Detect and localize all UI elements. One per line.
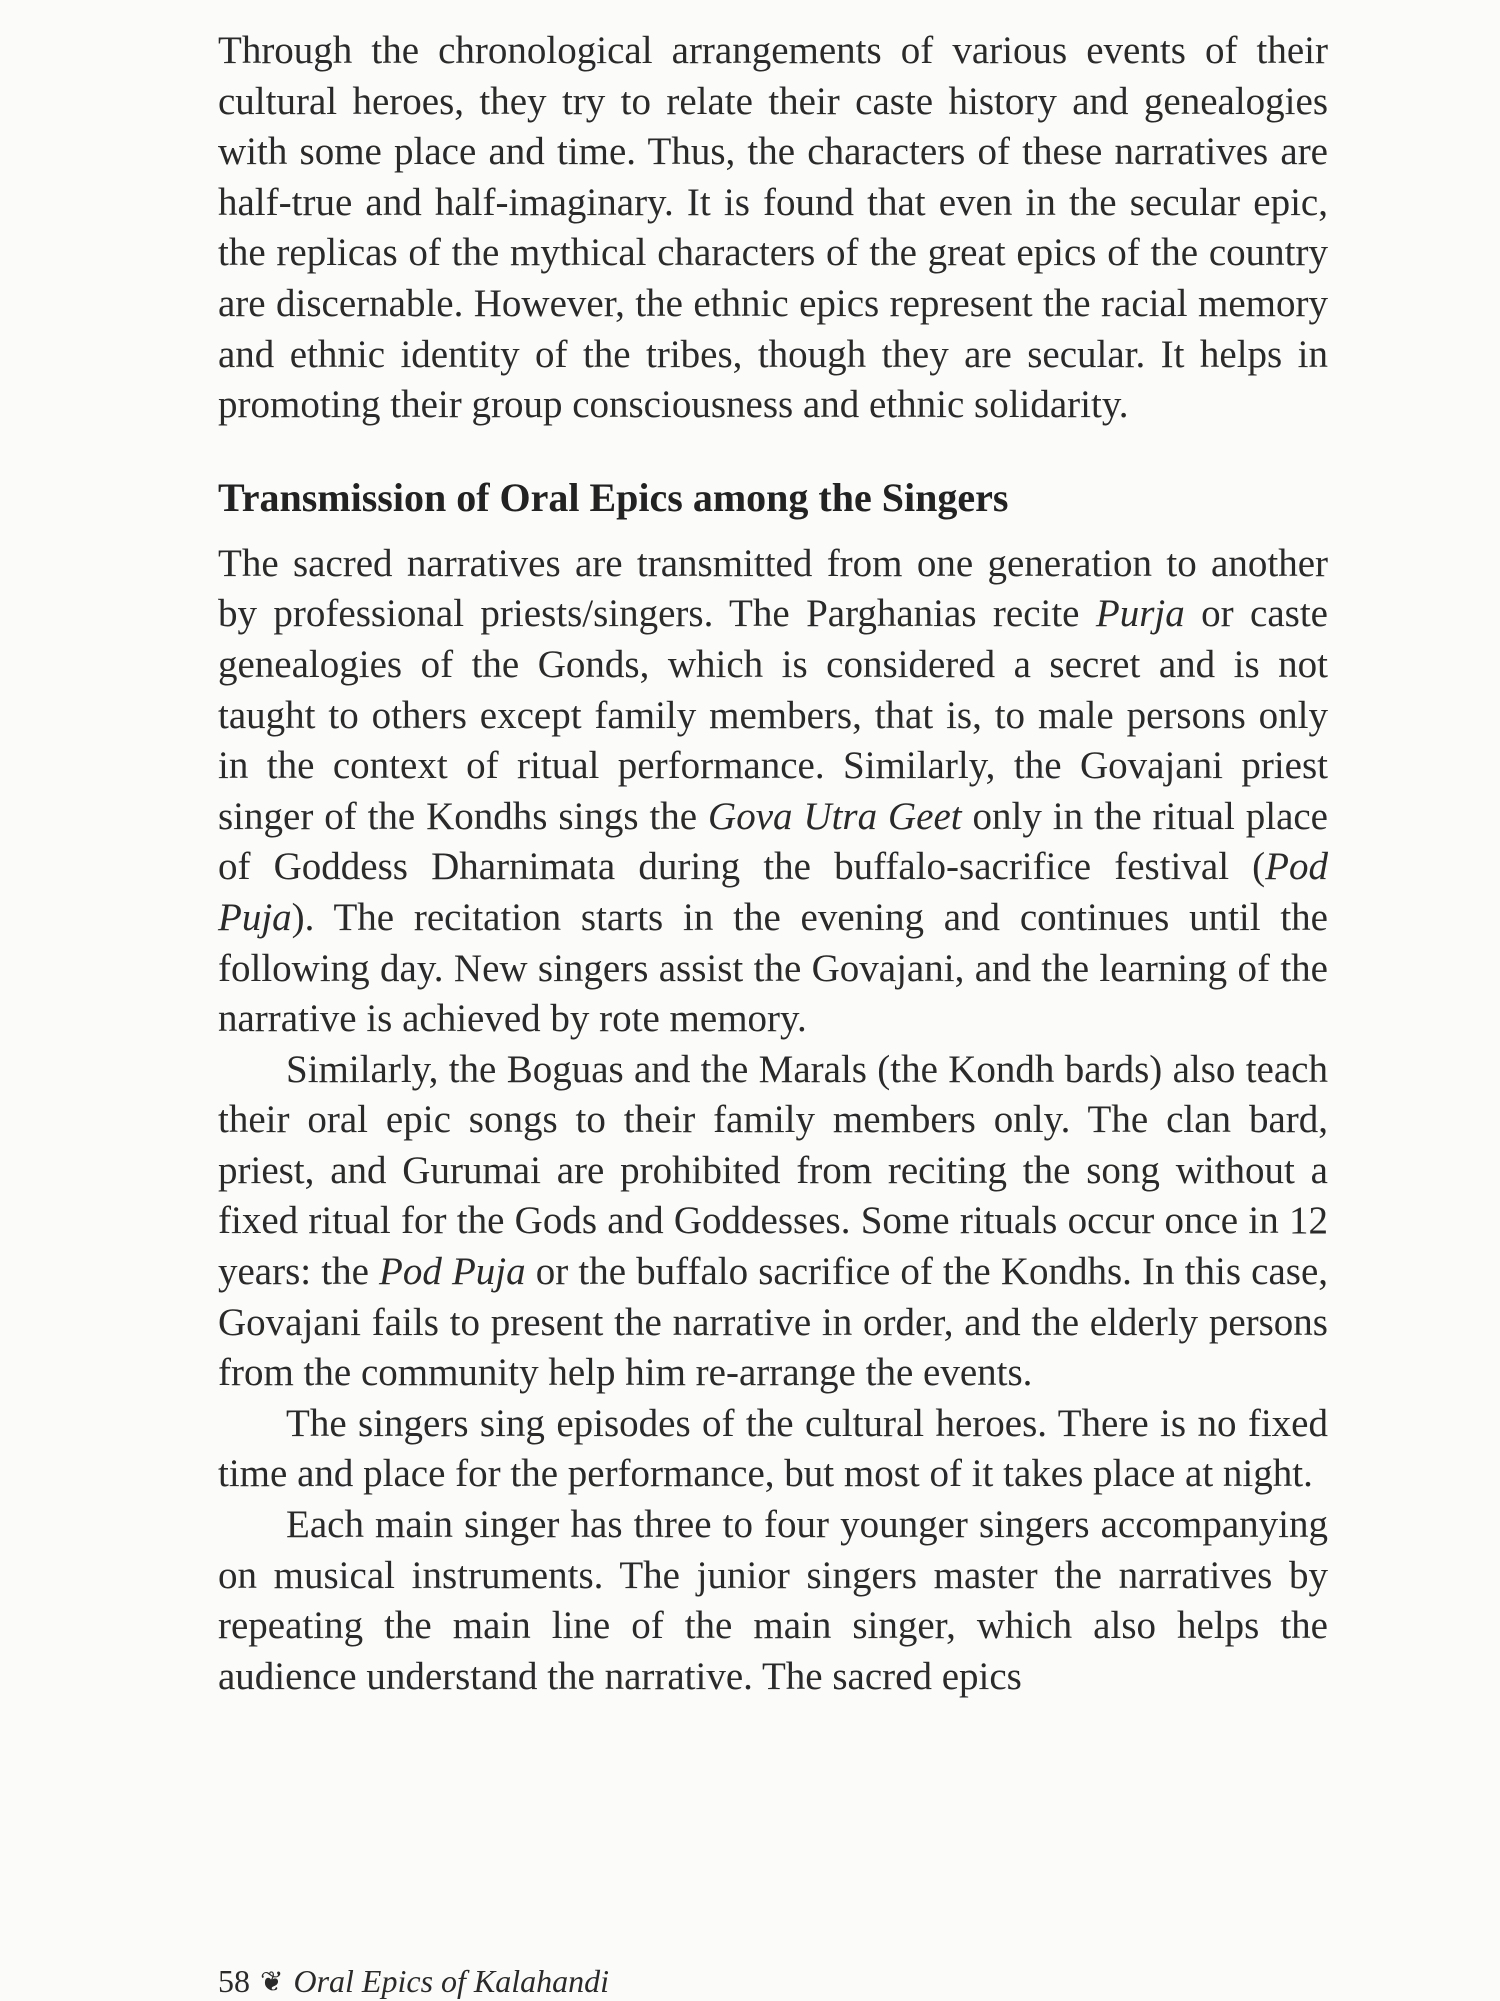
text-run: only in the ritual place of Goddess Dharnimata during the buffalo-sacrifice festival (: [218, 794, 1328, 889]
text-run: Similarly, the Boguas and the Marals (the Kondh bards) also teach their oral epic songs to their family members only. The clan bard, priest, and Gurumai are prohibited from reciting the song without a fixed ritual for the Gods and Goddesses. Some rituals occur once in 12 years: the: [218, 1047, 1328, 1294]
text-run: or caste genealogies of the Gonds, which is considered a secret and is not taught to others except family members, that is, to male persons only in the context of ritual performance. Similarly, the Govajani priest singer of the Kondhs sings the: [218, 592, 1328, 838]
top-paragraphs: [218, 26, 1328, 431]
page-footer: [218, 1963, 609, 2001]
italic-term: Purja: [1095, 592, 1185, 636]
section-paragraphs: [218, 539, 1328, 1703]
paragraph-p2: [218, 539, 1328, 1045]
text-run: Each main singer has three to four younger singers accompanying on musical instruments. The junior singers master the narratives by repeating the main line of the main singer, which also helps the audience understand the narrative. The sacred epics: [218, 1503, 1328, 1698]
section-heading: Transmission of Oral Epics among the Singers: [218, 474, 1009, 520]
text-run: Through the chronological arrangements of various events of their cultural heroes, they try to relate their caste history and genealogies with some place and time. Thus, the characters of these narratives are half-true and half-imaginary. It is found that even in the secular epic, the replicas of the mythical characters of the great epics of the country are discernable. However, the ethnic epics represent the racial memory and ethnic identity of the tribes, though they are secular. It helps in promoting their group consciousness and ethnic solidarity.: [218, 29, 1328, 427]
fleuron-icon: ❦: [260, 1967, 284, 1998]
paragraph-p5: [218, 1500, 1328, 1702]
text-run: ). The recitation starts in the evening and continues until the following day. New singers assist the Govajani, and the learning of the narrative is achieved by rote memory.: [218, 895, 1328, 1041]
paragraph-p3: [218, 1045, 1328, 1399]
text-run: The singers sing episodes of the cultural heroes. There is no fixed time and place for the performance, but most of it takes place at night.: [218, 1401, 1328, 1496]
page-body: [218, 26, 1328, 1702]
paragraph-p4: [218, 1399, 1328, 1500]
italic-term: Gova Utra Geet: [708, 794, 962, 838]
paragraph-p1: [218, 26, 1328, 431]
running-title: Oral Epics of Kalahandi: [293, 1963, 610, 1999]
text-run: or the buffalo sacrifice of the Kondhs. In this case, Govajani fails to present the narrative in order, and the elderly persons from the community help him re-arrange the events.: [218, 1250, 1329, 1395]
italic-term: Pod Puja: [218, 845, 1328, 939]
page-number: 58: [218, 1963, 250, 1999]
italic-term: Pod Puja: [379, 1250, 526, 1294]
text-run: The sacred narratives are transmitted from one generation to another by professional priests/singers. The Parghanias recite: [218, 541, 1328, 636]
